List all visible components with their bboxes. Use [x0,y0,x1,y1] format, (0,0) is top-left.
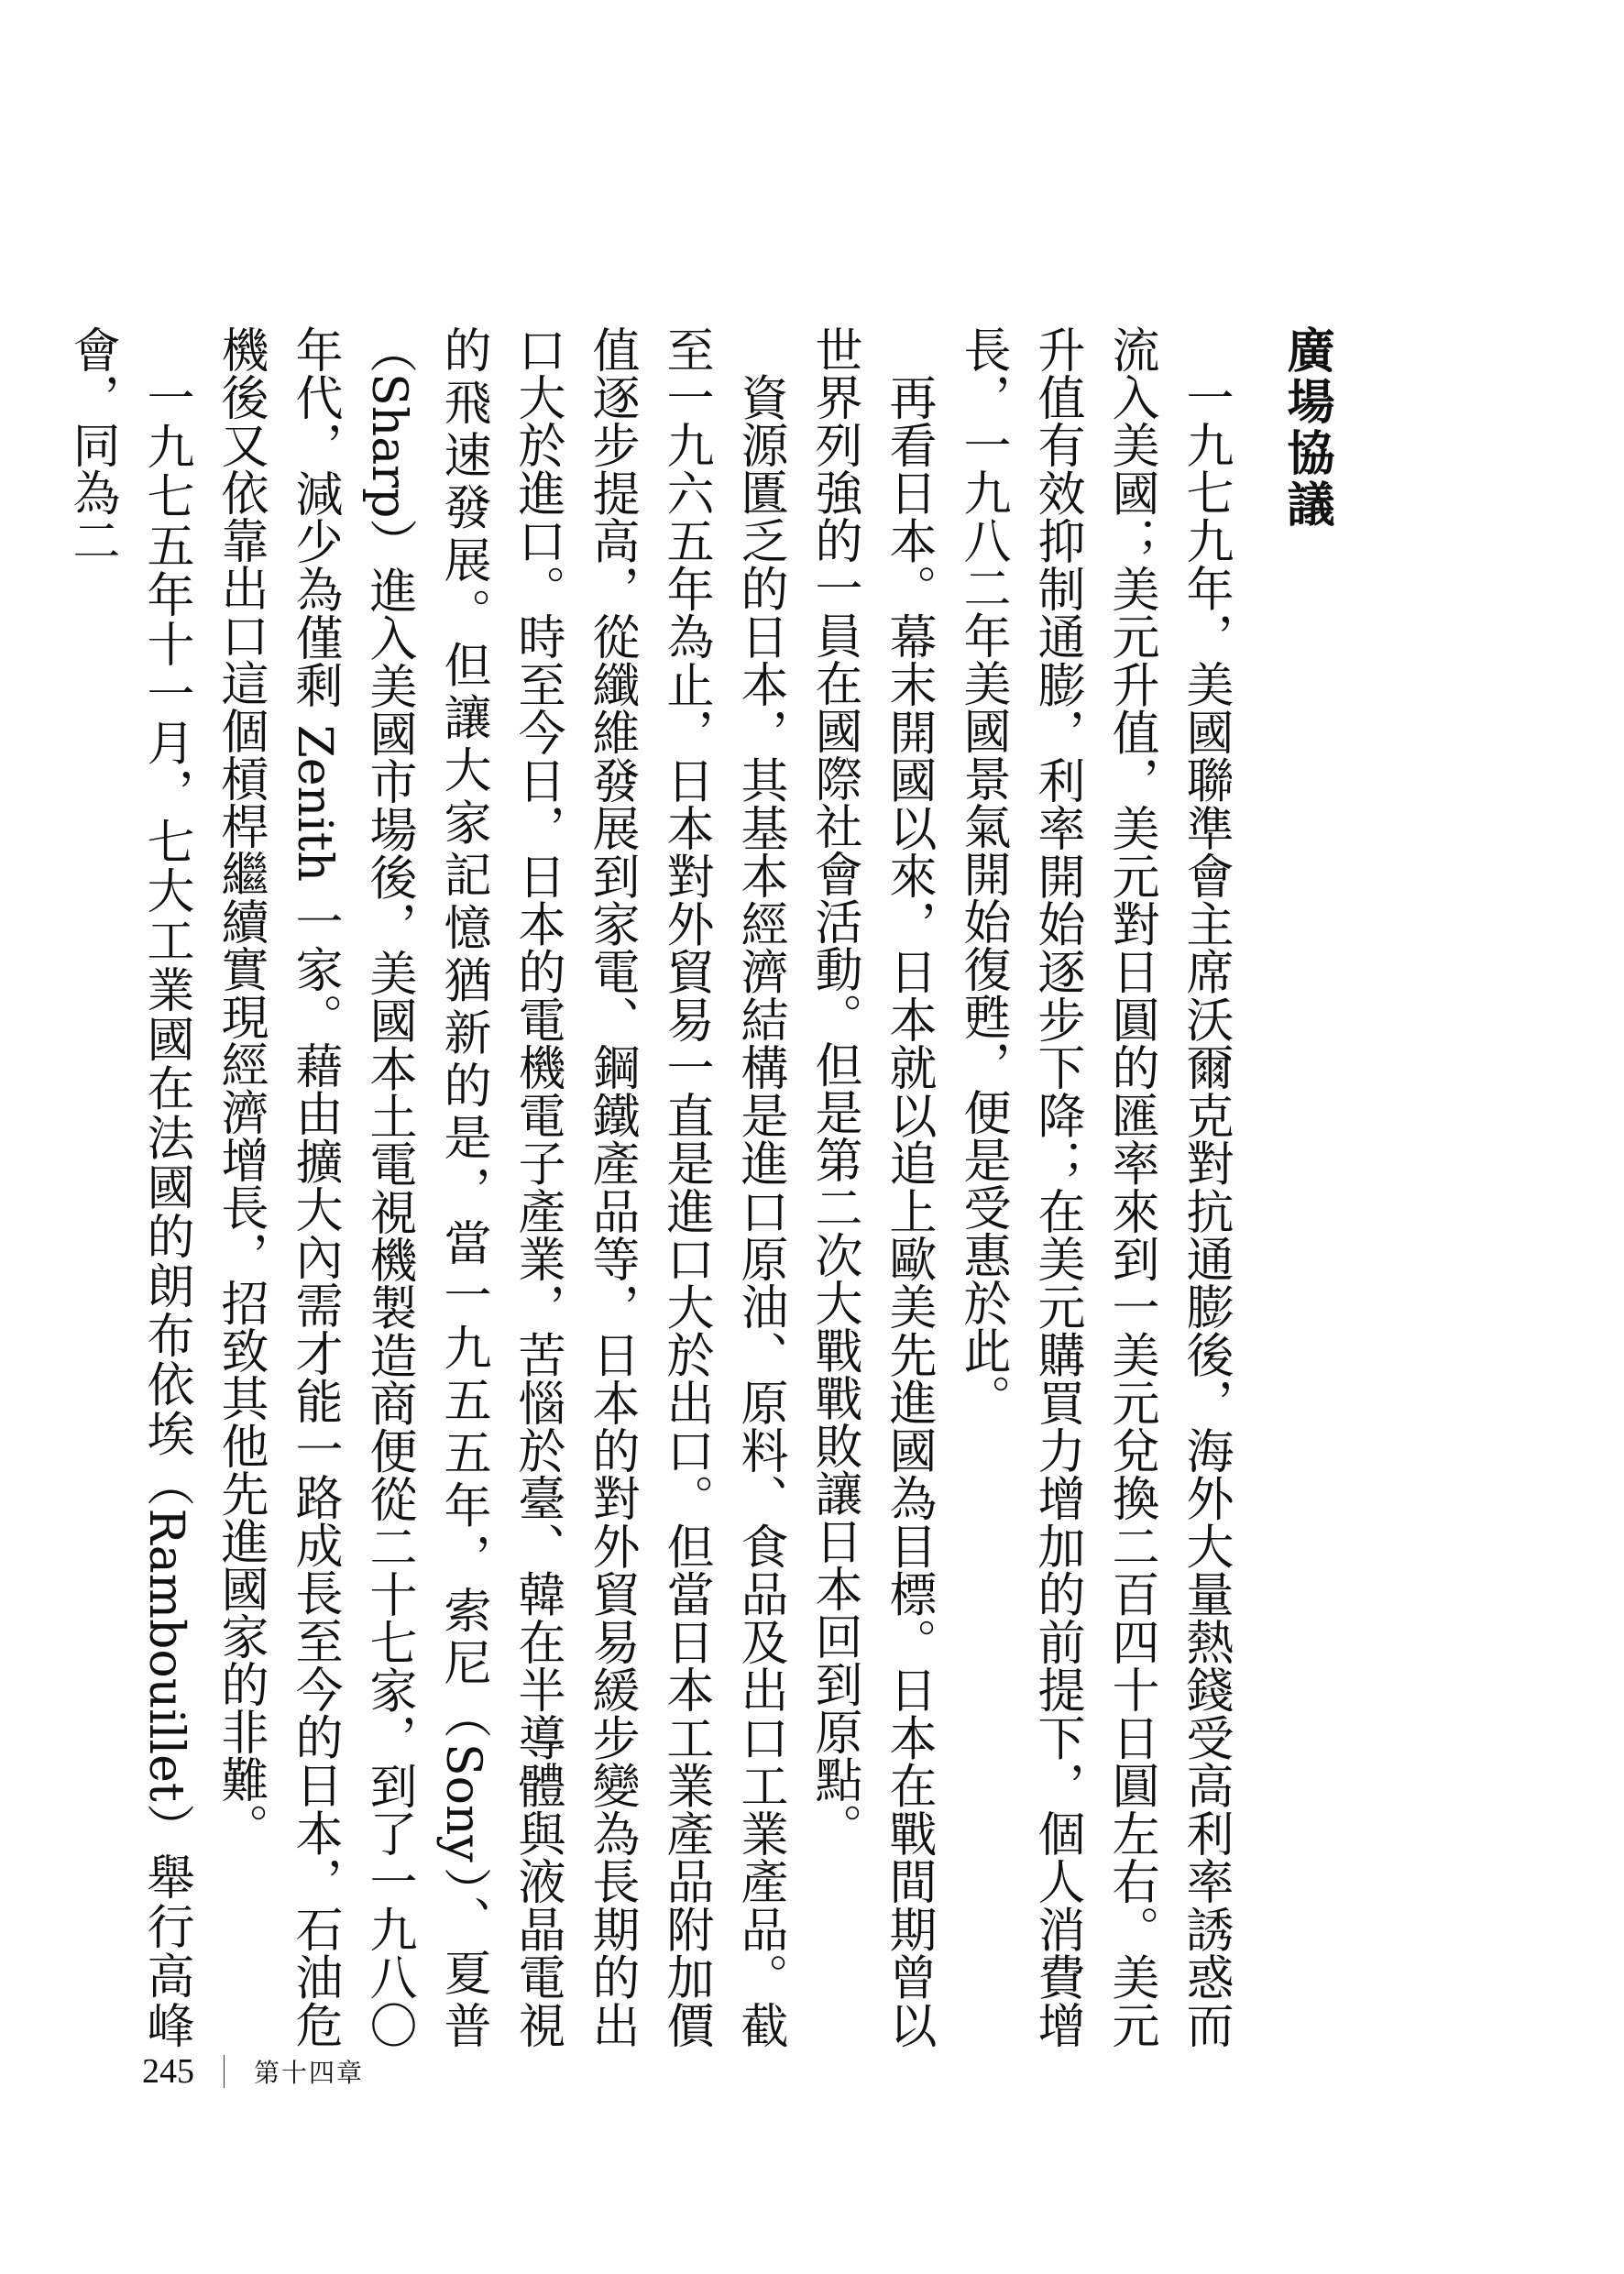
paragraph-4: 一九七五年十一月，七大工業國在法國的朗布依埃（Rambouillet）舉行高峰會，同為二 [64,325,193,2049]
page-footer [142,2051,364,2092]
footer-divider [224,2055,225,2088]
paragraph-3: 資源匱乏的日本，其基本經濟結構是進口原油、原料、食品及出口工業產品。截至一九六五年為止，日本對外貿易一直是進口大於出口。但當日本工業產品附加價值逐步提高，從纖維發展到家電、鋼鐵產品等，日本的對外貿易緩步變為長期的出口大於進口。時至今日，日本的電機電子產業，苦惱於臺、韓在半導體與液晶電視的飛速發展。但讓大家記憶猶新的是，當一九五五年，索尼（Sony）、夏普（Sharp）進入美國市場後，美國本土電視機製造商便從二十七家，到了一九八〇年代，減少為僅剩 Zenith 一家。藉由擴大內需才能一路成長至今的日本，石油危機後又依靠出口這個槓桿繼續實現經濟增長，招致其他先進國家的非難。 [213,325,787,2049]
body-text [54,325,1242,2049]
page-number: 245 [142,2052,194,2091]
paragraph-2: 再看日本。幕末開國以來，日本就以追上歐美先進國為目標。日本在戰間期曾以世界列強的一員在國際社會活動。但是第二次大戰戰敗讓日本回到原點。 [807,325,936,2049]
paragraph-1: 一九七九年，美國聯準會主席沃爾克對抗通膨後，海外大量熱錢受高利率誘惑而流入美國；美元升值，美元對日圓的匯率來到一美元兌換二百四十日圓左右。美元升值有效抑制通膨，利率開始逐步下降；在美元購買力增加的前提下，個人消費增長，一九八二年美國景氣開始復甦，便是受惠於此。 [955,325,1233,2049]
section-heading: 廣場協議 [1278,325,1334,531]
chapter-label: 第十四章 [254,2058,365,2088]
